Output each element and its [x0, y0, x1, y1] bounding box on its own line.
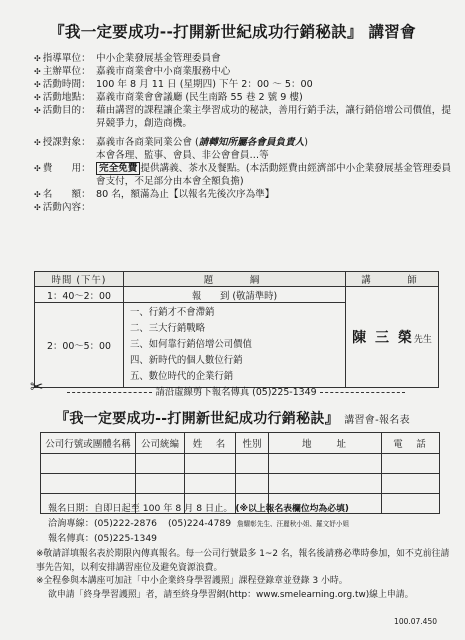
time-cell: 2：00～5：00 [35, 303, 124, 388]
required-note: (※以上報名表欄位均為必填) [235, 504, 349, 514]
cut-line-text: 請沿虛線剪下報名傳真 (05)225-1349 [155, 387, 317, 398]
topic-item: 二、三大行銷戰略 [130, 323, 206, 334]
form-header-name: 姓 名 [185, 433, 236, 454]
info-row-audience: ✣ 授課對象： 嘉義市各商業同業公會 (請轉知所屬各會員負責人) 本會各理、監事、會員、非公會會員…等 [34, 137, 309, 161]
schedule-header [35, 272, 439, 287]
header-topic: 題 綱 [124, 272, 346, 287]
schedule-table [34, 271, 439, 388]
info-key: 指導單位： [42, 53, 91, 64]
form-cell[interactable] [136, 454, 185, 474]
fax-key: 報名傳真： [48, 533, 94, 544]
form-header-taxid: 公司統編 [136, 433, 185, 454]
info-key: 授課對象： [42, 137, 91, 148]
form-cell[interactable] [269, 474, 382, 494]
header-speaker: 講 師 [346, 272, 439, 287]
form-cell[interactable] [236, 454, 269, 474]
deadline-value: 自即日起至 100 年 8 月 8 日止。 [93, 503, 233, 514]
info-key: 活動地點： [42, 92, 91, 103]
form-row [41, 454, 440, 474]
fax-value: (05)225-1349 [93, 533, 158, 544]
form-cell[interactable] [382, 454, 440, 474]
info-row-quota: ✣ 名 額： 80 名，額滿為止【以報名先後次序為準】 [34, 188, 454, 201]
info-row-organizer: ✣ 主辦單位： 嘉義市商業會中小商業服務中心 [34, 65, 454, 78]
form-cell[interactable] [41, 454, 136, 474]
form-cell[interactable] [185, 474, 236, 494]
info-key: 活動時間： [42, 79, 91, 90]
scissors-icon: ✂ [30, 377, 44, 396]
free-badge: 完全免費 [96, 162, 140, 175]
info-row-fee: ✣ 費 用： 完全免費 提供講義、茶水及餐點。(本活動經費由經濟部中小企業發展基金管理委員會支付，不足部分由本會全額負擔) [34, 163, 452, 187]
contact-key: 洽詢專線： [48, 518, 94, 529]
form-cell[interactable] [136, 474, 185, 494]
page-title: 『我一定要成功--打開新世紀成功行銷秘訣』 講習會 [49, 23, 416, 41]
fax-line [48, 532, 448, 545]
form-row [41, 474, 440, 494]
schedule-row-checkin [35, 287, 439, 303]
info-key: 費 用： [42, 163, 91, 174]
form-header-gender: 性別 [236, 433, 269, 454]
info-value: 中小企業發展基金管理委員會 [96, 53, 221, 64]
form-title-text: 『我一定要成功--打開新世紀成功行銷秘訣』 [55, 411, 339, 427]
info-value: 嘉義市商業會會議廳 (民生南路 55 巷 2 號 9 樓) [96, 92, 303, 103]
speaker-name: 陳 三 榮 [352, 330, 414, 346]
info-key: 主辦單位： [42, 66, 91, 77]
audience-emphasis: 請轉知所屬各會員負責人 [198, 137, 305, 148]
form-header-row [41, 433, 440, 454]
form-title [0, 408, 465, 428]
contact-line [48, 517, 448, 531]
note-item: ※全程參與本講座可加註「中小企業終身學習護照」課程登錄章並登錄 3 小時。 [36, 576, 348, 586]
audience-line2: 本會各理、監事、會員、非公會會員…等 [96, 150, 269, 161]
info-key: 活動內容： [42, 202, 91, 213]
time-cell: 1：40～2：00 [35, 287, 124, 303]
info-row-guidance: ✣ 指導單位： 中小企業發展基金管理委員會 [34, 52, 454, 65]
speaker-suffix: 先生 [413, 335, 432, 345]
info-row-time: ✣ 活動時間： 100 年 8 月 11 日 (星期四) 下午 2：00 ～ 5：00 [34, 78, 454, 91]
contact-tel1: (05)222-2876 [93, 518, 158, 529]
topic-item: 一、行銷才不會滯銷 [130, 307, 215, 318]
info-key: 名 額： [42, 189, 91, 200]
dashed-divider [320, 392, 405, 393]
fee-text: 提供講義、茶水及餐點。(本活動經費由經濟部中小企業發展基金管理委員會支付，不足部分由本會全額負擔) [96, 163, 452, 187]
audience-text-end: ) [304, 137, 309, 148]
form-cell[interactable] [236, 474, 269, 494]
form-title-suffix: 講習會-報名表 [344, 415, 410, 426]
form-header-address: 地 址 [269, 433, 382, 454]
topic-list [124, 303, 346, 388]
topic-cell: 報 到 (敬請準時) [124, 287, 346, 303]
info-key: 活動目的： [42, 105, 91, 116]
info-row-content: ✣ 活動內容： [34, 202, 91, 213]
deadline-line [48, 502, 448, 516]
form-cell[interactable] [269, 454, 382, 474]
topic-item: 四、新時代的個人數位行銷 [130, 355, 243, 366]
info-list [34, 52, 454, 214]
info-value: 嘉義市商業會中小商業服務中心 [96, 66, 231, 77]
form-header-phone: 電 話 [382, 433, 440, 454]
contact-people: 詹耀彰先生、汪麗秋小姐、羅文妤小姐 [236, 520, 350, 528]
dashed-divider [67, 392, 152, 393]
info-row-purpose: ✣ 活動目的： 藉由講習的課程讓企業主學習成功的秘訣，善用行銷手法，讓行銷倍增公司價值，提昇競爭力，創造商機。 [34, 104, 454, 130]
notes-block [36, 548, 456, 602]
info-value: 80 名，額滿為止【以報名先後次序為準】 [96, 189, 275, 200]
form-cell[interactable] [185, 454, 236, 474]
topic-item: 三、如何靠行銷倍增公司價值 [130, 339, 252, 350]
topic-item: 五、數位時代的企業行銷 [130, 371, 234, 382]
note-item: ※敬請詳填報名表於期限內傳真報名。每一公司行號最多 1~2 名，報名後請務必準時參加，如不克前往請事先告知，以利安排講習座位及避免資源浪費。 [36, 549, 450, 573]
deadline-key: 報名日期： [48, 503, 94, 514]
form-header-company: 公司行號或團體名稱 [41, 433, 136, 454]
info-value: 藉由講習的課程讓企業主學習成功的秘訣，善用行銷手法，讓行銷倍增公司價值，提昇競爭力，創造商機。 [96, 105, 451, 129]
cut-line [36, 384, 436, 398]
speaker-cell [346, 287, 439, 388]
header-time: 時間 (下午) [35, 272, 124, 287]
info-row-place: ✣ 活動地點： 嘉義市商業會會議廳 (民生南路 55 巷 2 號 9 樓) [34, 91, 454, 104]
version-code: 100.07.450 [394, 617, 437, 626]
info-value: 100 年 8 月 11 日 (星期四) 下午 2：00 ～ 5：00 [96, 79, 313, 90]
form-cell[interactable] [41, 474, 136, 494]
form-cell[interactable] [382, 474, 440, 494]
note-item: 欲申請「終身學習護照」者，請至終身學習網(http：www.smelearning.org.tw)線上申請。 [48, 589, 414, 600]
contact-tel2: (05)224-4789 [167, 518, 232, 529]
audience-text: 嘉義市各商業同業公會 ( [96, 137, 199, 148]
